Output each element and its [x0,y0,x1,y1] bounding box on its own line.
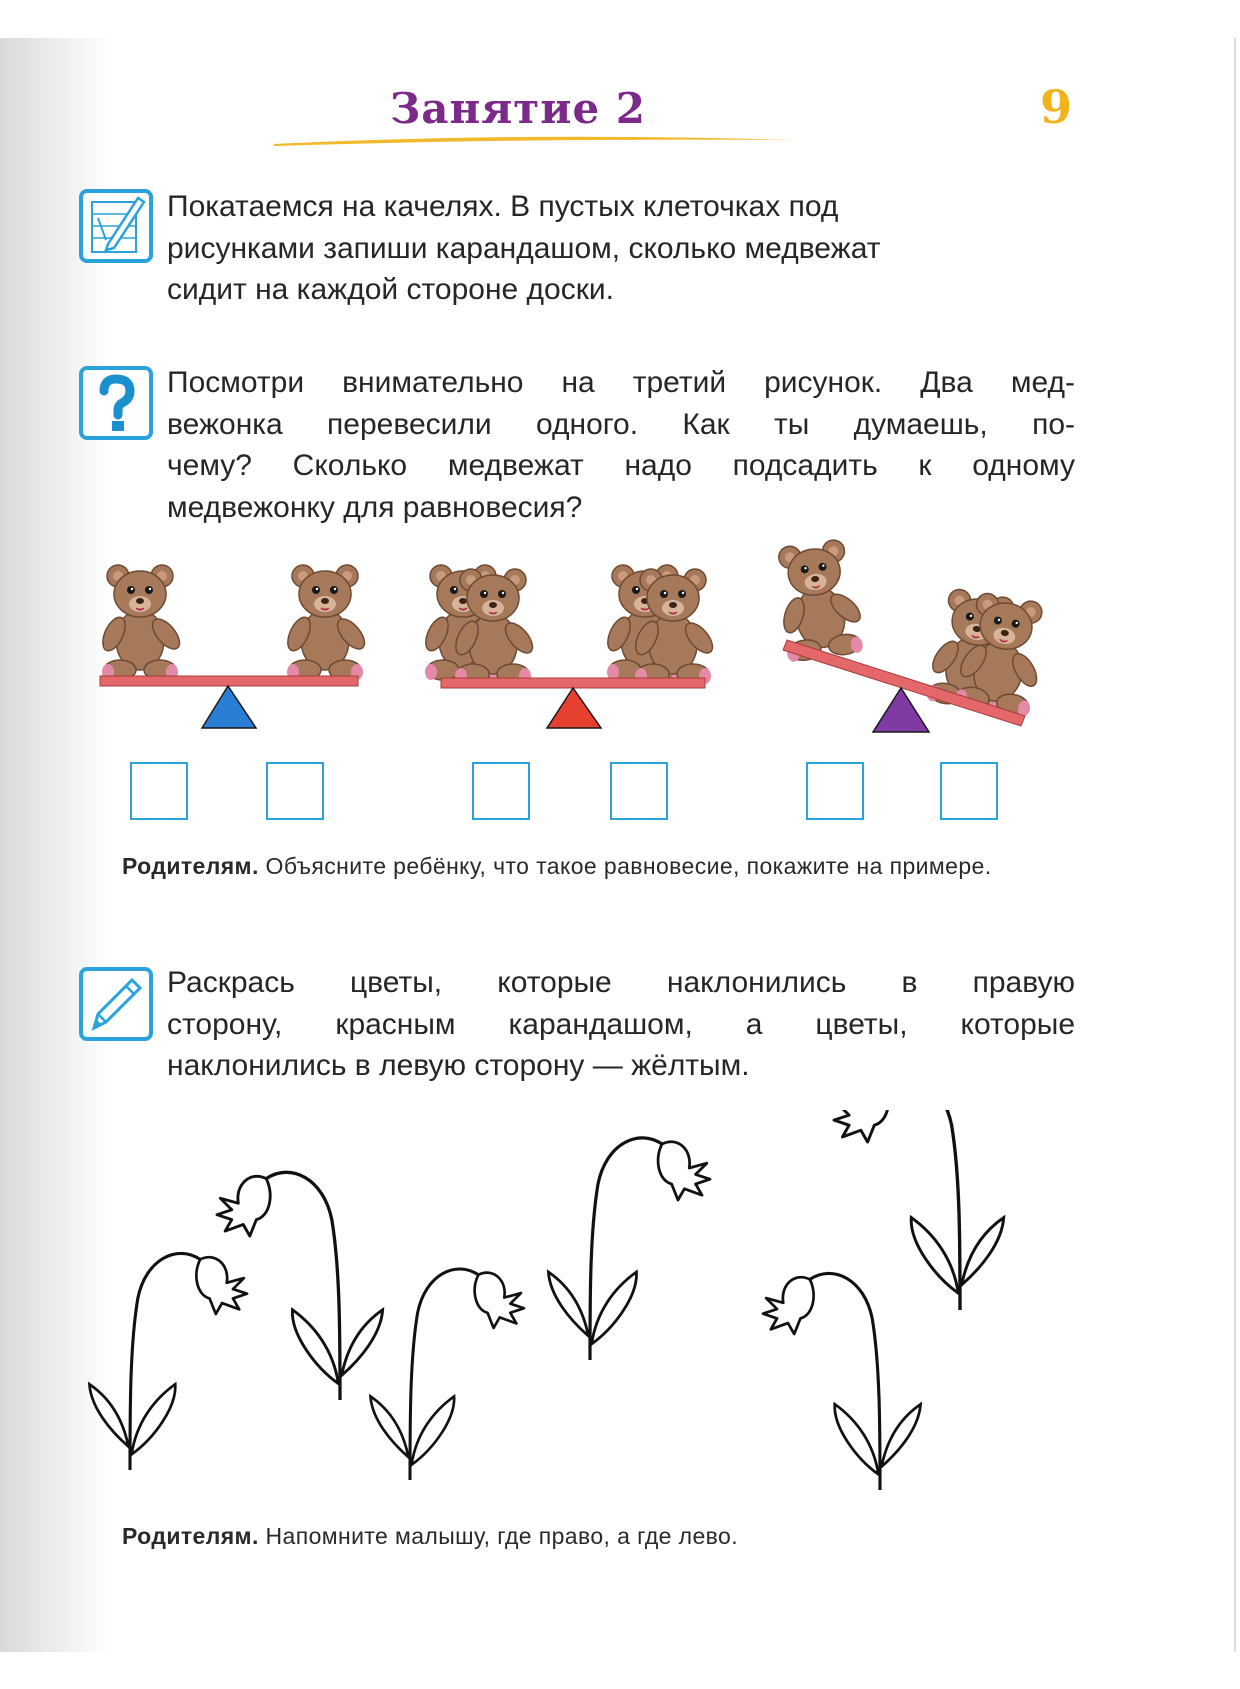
task-2-line: Посмотри внимательно на третий рисунок. Два мед- [167,366,1075,399]
flower [548,1138,710,1360]
bear [451,569,537,684]
answer-box[interactable] [130,762,188,820]
answer-box[interactable] [472,762,530,820]
answer-box[interactable] [610,762,668,820]
seesaw-scene-3 [755,520,1075,740]
answer-box[interactable] [940,762,998,820]
page-number: 9 [1040,80,1073,134]
title-underline [270,132,800,150]
task-3-line: наклонились в левую сторону — жёлтым. [167,1049,750,1082]
parents-note-label: Родителям. [122,853,259,879]
seesaw-fulcrum [547,688,601,728]
task-1-line: рисунками запиши карандашом, сколько медвежат [167,231,881,265]
parents-note-text: Объясните ребёнку, что такое равновесие, покажите на примере. [265,853,992,879]
seesaw-fulcrum [873,688,929,732]
flower [834,1110,1004,1310]
task-2-line: чему? Сколько медвежат надо подсадить к одному [167,449,1075,482]
lesson-title: Занятие 2 [390,84,647,133]
scan-bottom-margin [0,1652,1240,1689]
flower [217,1172,383,1400]
seesaw-fulcrum [202,686,256,728]
task-3-line: Раскрась цветы, которые наклонились в правую [167,966,1075,999]
pencil-notebook-icon [78,188,154,264]
scan-top-margin [0,0,1240,38]
seesaw-scene-2 [425,548,725,738]
seesaw-scene-1 [80,548,380,738]
task-1-text [167,186,1075,311]
flowers-illustration [70,1110,1090,1510]
parents-note-1 [80,848,1076,884]
task-1-line: сидит на каждой стороне доски. [167,273,614,306]
task-3-line: сторону, красным карандашом, а цветы, которые [167,1007,1075,1041]
scan-right-edge [1234,38,1236,1652]
bear [98,565,184,680]
pencil-icon [78,966,154,1042]
seesaw-board [441,678,705,688]
answer-box[interactable] [806,762,864,820]
flower [763,1273,921,1490]
parents-note-label: Родителям. [122,1523,259,1549]
answer-box[interactable] [266,762,324,820]
parents-note-text: Напомните малышу, где право, а где лево. [265,1523,739,1549]
bear [631,569,717,684]
bear [283,565,369,680]
question-mark-icon [78,365,154,441]
task-1-line: Покатаемся на качелях. В пустых клеточках под [167,190,839,223]
task-3-text [167,962,1075,1087]
seesaw-board [100,676,358,686]
flower [89,1253,247,1470]
task-2-text [167,362,1075,528]
parents-note-2 [122,1518,1076,1554]
flower [370,1269,524,1480]
task-2-line: медвежонку для равновесия? [167,490,583,524]
bear [769,537,870,663]
task-2-line: вежонка перевесили одного. Как ты думаешь, по- [167,407,1075,441]
